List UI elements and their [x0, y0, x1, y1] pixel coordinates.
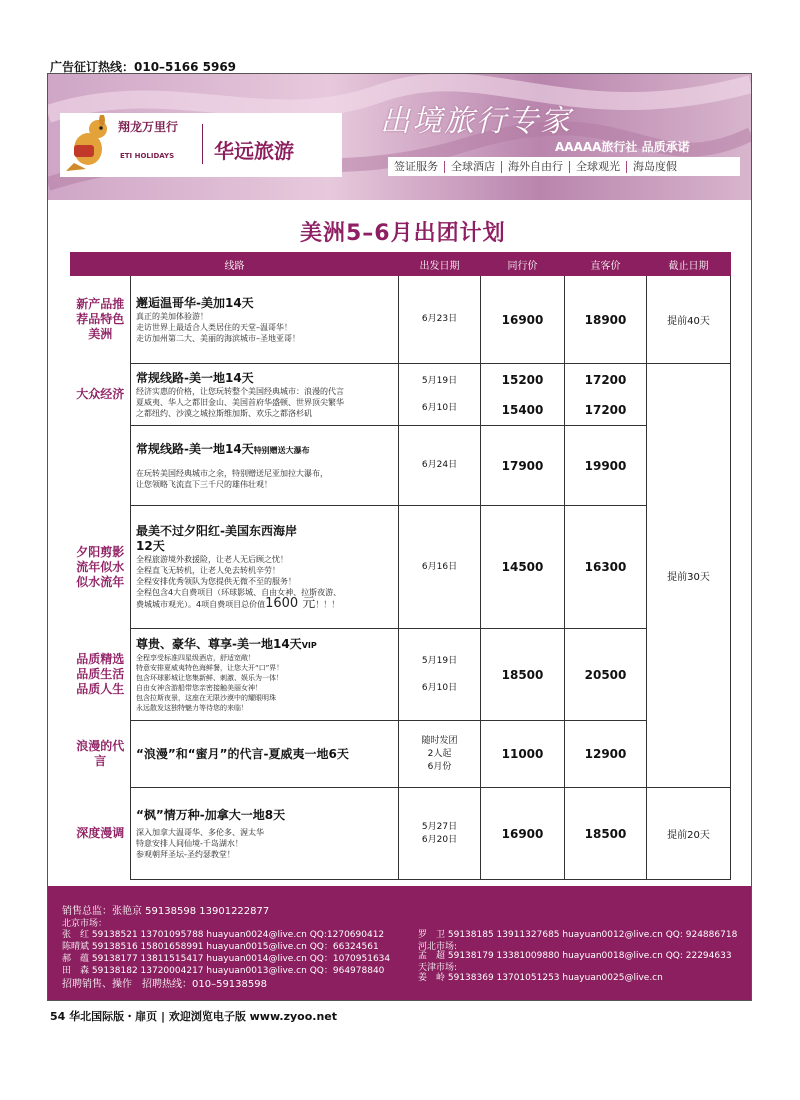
date-value: 2人起	[427, 748, 452, 759]
row-line: 特意安排夏威夷特色海鲜餐，让您大开“口”界！	[136, 663, 284, 672]
row-peer-price: 17900	[481, 426, 565, 506]
row-dates	[399, 788, 481, 880]
huayuan-logo-text: 华远旅游	[214, 139, 294, 163]
row-title: 常规线路-美一地14天	[136, 370, 254, 385]
row-direct-price: 12900	[565, 721, 647, 788]
row-title	[136, 442, 393, 458]
row-description	[131, 629, 399, 721]
row-peer-price: 16900	[481, 276, 565, 364]
table-row	[71, 506, 731, 629]
price-value: 15200	[501, 372, 544, 387]
row-direct-price: 16300	[565, 506, 647, 629]
contact-row: 陈晴斌 59138516 15801658991 huayuan0015@live.cn QQ：66324561	[62, 942, 379, 952]
logo-divider	[202, 124, 203, 164]
row-description	[131, 364, 399, 426]
date-value: 5月19日	[421, 375, 458, 386]
row-title: “浪漫”和“蜜月”的代言-夏威夷一地6天	[136, 746, 349, 761]
table-row	[71, 276, 731, 364]
ad-hotline: 广告征订热线：010–5166 5969	[50, 60, 237, 74]
row-title: 最美不过夕阳红-美国东西海岸	[136, 524, 297, 538]
row-line: 走访世界上最适合人类居住的天堂–温哥华！	[136, 322, 292, 332]
row-category: 深度漫调	[76, 826, 125, 840]
row-peer-price: 14500	[481, 506, 565, 629]
date-value: 6月23日	[421, 314, 458, 324]
row-line: 包含环球影城让您集新鲜、刺激、娱乐为一体！	[136, 673, 283, 682]
row-line-last	[136, 598, 393, 610]
row-line-post: ！！！	[315, 600, 340, 609]
table-row	[71, 629, 731, 721]
date-value: 6月20日	[421, 834, 458, 845]
row-direct-price	[565, 364, 647, 426]
row-category: 新产品推荐品特色美洲	[76, 297, 125, 342]
row-line: 永远散发这独特魅力等待您的来临！	[136, 703, 248, 712]
kangaroo-logo-icon	[64, 115, 116, 173]
row-description	[131, 426, 399, 506]
recruit-hotline: 招聘销售、操作 招聘热线：010–59138598	[62, 979, 267, 990]
row-description	[131, 276, 399, 364]
row-direct-price: 18500	[565, 788, 647, 880]
tianjin-market-label: 天津市场:	[418, 963, 458, 973]
row-category: 大众经济	[76, 387, 125, 401]
row-line: 包含拉斯夜景，这座在无限沙漠中的耀眼明珠	[136, 693, 276, 702]
contact-row: 罗 卫 59138185 13911327685 huayuan0012@live.cn QQ: 924886718	[418, 930, 738, 940]
services-bar	[388, 157, 740, 176]
row-line: 全程旅游境外救援险，让老人无后顾之忧！	[136, 555, 288, 564]
contact-row: 孟 超 59138179 13381009880 huayuan0018@live.cn QQ: 22294633	[418, 951, 732, 961]
row-line: 在玩转美国经典城市之余，特别赠送尼亚加拉大瀑布，	[136, 468, 328, 478]
price-value: 17200	[584, 372, 627, 387]
contact-row: 姜 岭 59138369 13701051253 huayuan0025@live.cn	[418, 973, 663, 983]
hebei-market-label: 河北市场:	[418, 942, 458, 952]
tagline: AAAAA旅行社 品质承诺	[555, 140, 690, 154]
page-footer-line: 54 华北国际版・扉页 | 欢迎浏览电子版 www.zyoo.net	[50, 1010, 338, 1023]
row-peer-price: 11000	[481, 721, 565, 788]
header-deadline: 截止日期	[647, 253, 731, 276]
row-title-note: VIP	[301, 640, 317, 650]
row-line: 走访加州第二大、美丽的海滨城市–圣地亚哥！	[136, 333, 300, 343]
row-category: 浪漫的代言	[76, 739, 125, 768]
row-line-pre: 费城城市观光）。4项自费项目总价值	[136, 600, 266, 609]
header-route: 线路	[71, 253, 399, 276]
row-line: 全程享受标准四星级酒店，舒适宽敞！	[136, 653, 255, 662]
row-peer-price: 18500	[481, 629, 565, 721]
row-dates	[399, 364, 481, 426]
table-row	[71, 426, 731, 506]
row-title-text: 常规线路-美一地14天	[136, 441, 254, 456]
row-line: 之都纽约、沙漠之城拉斯维加斯、欢乐之都洛杉矶	[136, 408, 312, 418]
tour-schedule-table	[70, 252, 731, 880]
row-dates	[399, 426, 481, 506]
table-header-row	[71, 253, 731, 276]
row-line: 参观朝拜圣坛-圣约瑟教堂！	[136, 849, 235, 859]
page-title: 美洲5–6月出团计划	[300, 221, 506, 246]
row-deadline: 提前30天	[647, 364, 731, 788]
price-value: 17200	[584, 402, 627, 417]
row-line: 特意安排人间仙境-千岛湖水！	[136, 838, 243, 848]
contact-row: 张 红 59138521 13701095788 huayuan0024@live.cn QQ:1270690412	[62, 930, 385, 940]
row-direct-price: 18900	[565, 276, 647, 364]
service-visa: 签证服务	[388, 161, 445, 173]
date-value: 5月27日	[421, 821, 458, 832]
header-direct-price: 直客价	[565, 253, 647, 276]
contact-row: 田 森 59138182 13720004217 huayuan0013@live.cn QQ：964978840	[62, 966, 385, 976]
row-dates	[399, 276, 481, 364]
row-line: 全程安排优秀领队为您提供无微不至的服务！	[136, 577, 296, 586]
row-title-text: 尊贵、豪华、尊享-美一地14天	[136, 636, 302, 651]
row-title-note: 特别赠送大瀑布	[253, 445, 310, 455]
date-value: 6月16日	[421, 561, 458, 572]
row-line: 经济实惠的价格，让您玩转整个美国经典城市：浪漫的代言	[136, 386, 344, 396]
row-direct-price: 20500	[565, 629, 647, 721]
price-value: 15400	[501, 402, 544, 417]
row-line: 全程直飞无转机，让老人免去转机辛劳！	[136, 566, 280, 575]
header-peer-price: 同行价	[481, 253, 565, 276]
row-dates	[399, 629, 481, 721]
row-category-empty	[71, 426, 131, 506]
row-title: 邂逅温哥华-美加14天	[136, 295, 254, 310]
table-row	[71, 364, 731, 426]
row-title: “枫”情万种-加拿大一地8天	[136, 807, 286, 822]
row-description	[131, 506, 399, 629]
row-line-value: 1600 元	[265, 596, 316, 611]
row-line: 让您领略飞流直下三千尺的雄伟壮观！	[136, 479, 272, 489]
date-value: 6月份	[427, 761, 452, 772]
date-value: 随时发团	[421, 735, 458, 746]
row-line: 全程包含4大自费项目（环球影城、自由女神、拉斯夜游、	[136, 588, 342, 597]
sales-director: 销售总监：张艳京 59138598 13901222877	[62, 906, 270, 917]
row-line: 深入加拿大温哥华、多伦多、渥太华	[136, 827, 264, 837]
row-peer-price: 16900	[481, 788, 565, 880]
date-value: 6月10日	[421, 682, 458, 693]
row-peer-price	[481, 364, 565, 426]
table-row	[71, 788, 731, 880]
row-title	[136, 637, 393, 653]
date-value: 5月19日	[421, 655, 458, 666]
service-hotels: 全球酒店	[445, 161, 502, 173]
row-description	[131, 721, 399, 788]
slogan-calligraphy: 出境旅行专家	[380, 104, 572, 139]
row-line: 真正的美加体验游！	[136, 311, 208, 321]
row-line: 夏威夷、华人之都旧金山、美国首府华盛顿、世界顶尖繁华	[136, 397, 344, 407]
date-value: 6月24日	[421, 460, 458, 470]
contact-footer	[48, 886, 751, 1000]
date-value: 6月10日	[421, 402, 458, 413]
row-deadline: 提前20天	[647, 788, 731, 880]
row-dates	[399, 721, 481, 788]
row-title-line2: 12天	[136, 539, 165, 553]
row-dates	[399, 506, 481, 629]
service-free-travel: 海外自由行	[502, 161, 570, 173]
row-category: 品质精选品质生活品质人生	[76, 652, 125, 696]
eti-logo-english: ETI HOLIDAYS	[120, 152, 175, 160]
eti-logo-text: 翔龙万里行	[118, 120, 179, 134]
beijing-market-label: 北京市场：	[62, 919, 108, 929]
row-category: 夕阳剪影流年似水似水流年	[76, 544, 125, 589]
row-description	[131, 788, 399, 880]
row-deadline: 提前40天	[647, 276, 731, 364]
service-island: 海岛度假	[633, 159, 677, 173]
header-departure: 出发日期	[399, 253, 481, 276]
contact-row: 郝 蕴 59138177 13811515417 huayuan0014@live.cn QQ：1070951634	[62, 954, 391, 964]
service-sightseeing: 全球观光	[570, 161, 627, 173]
row-direct-price: 19900	[565, 426, 647, 506]
table-row	[71, 721, 731, 788]
row-line: 自由女神含游船带您亲密接触美丽女神！	[136, 683, 262, 692]
